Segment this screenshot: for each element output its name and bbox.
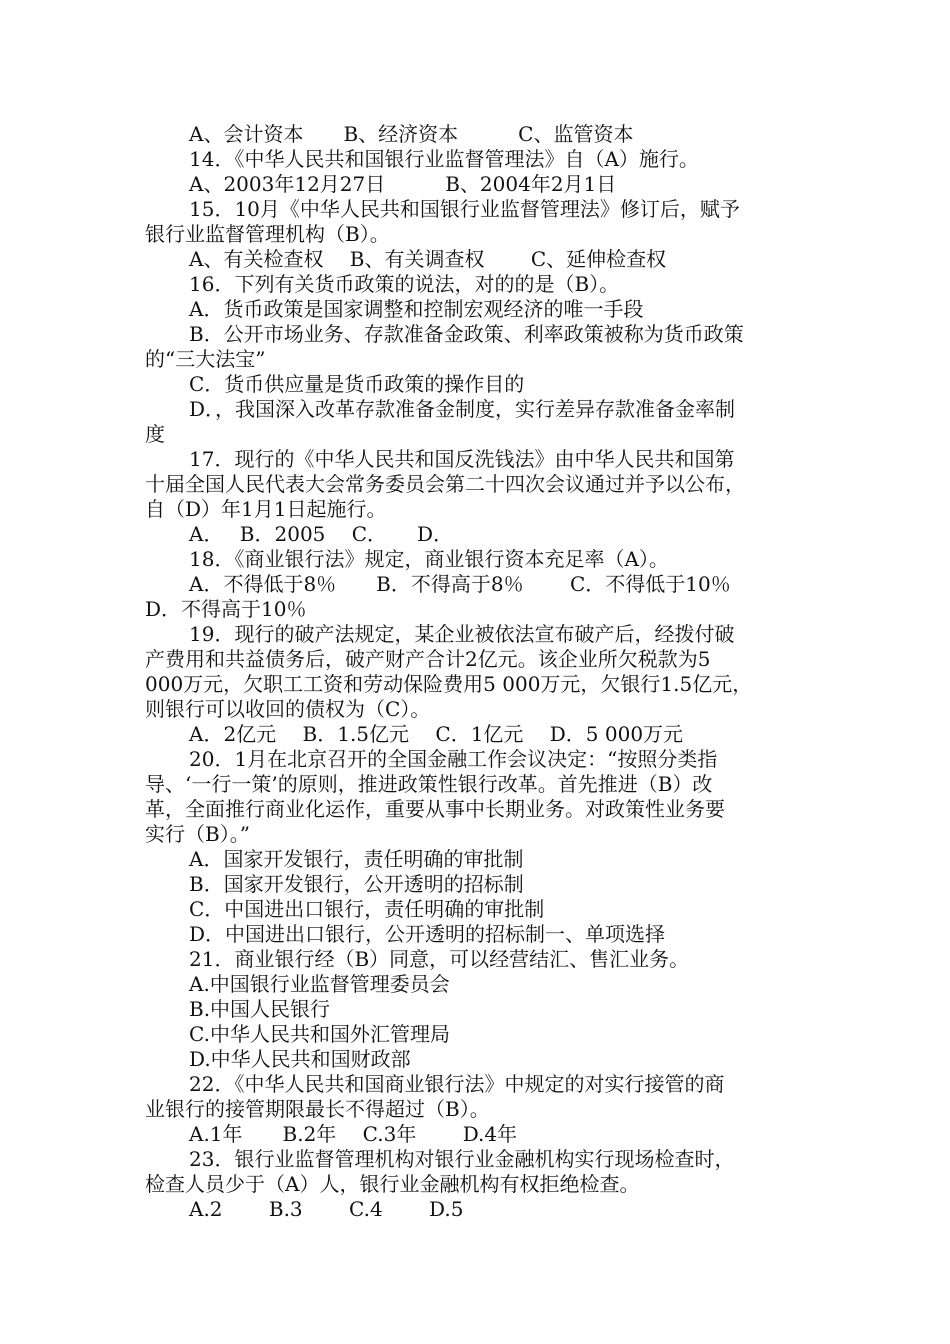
question-20-continuation: 实行（B）。” — [145, 822, 250, 846]
answer-option-c: C.中华人民共和国外汇管理局 — [189, 1022, 450, 1046]
answer-option-a: A．国家开发银行，责任明确的审批制 — [189, 847, 524, 871]
question-22-continuation: 业银行的接管期限最长不得超过（B）。 — [145, 1097, 490, 1121]
answer-option-a: A．货币政策是国家调整和控制宏观经济的唯一手段 — [189, 297, 644, 321]
answer-options-line: A.2 B.3 C.4 D.5 — [189, 1197, 464, 1221]
answer-options-line: A、2003年12月27日 B、2004年2月1日 — [189, 172, 617, 196]
question-16-line: 16．下列有关货币政策的说法，对的的是（B）。 — [189, 272, 620, 296]
question-19-line: 19．现行的破产法规定，某企业被依法宣布破产后，经拨付破 — [189, 622, 735, 646]
answer-options-continuation: D．不得高于10％ — [145, 597, 307, 621]
answer-option-a: A.中国银行业监督管理委员会 — [189, 972, 450, 996]
question-15-continuation: 银行业监督管理机构（B）。 — [145, 222, 390, 246]
question-20-line: 20．1月在北京召开的全国金融工作会议决定：“按照分类指 — [189, 747, 718, 771]
answer-option-b: B．公开市场业务、存款准备金政策、利率政策被称为货币政策 — [189, 322, 744, 346]
question-17-line: 17．现行的《中华人民共和国反洗钱法》由中华人民共和国第 — [189, 447, 735, 471]
question-20-continuation: 革，全面推行商业化运作，重要从事中长期业务。对政策性业务要 — [145, 797, 725, 821]
answer-options-line: A．2亿元 B．1.5亿元 C．1亿元 D．5 000万元 — [189, 722, 684, 746]
answer-options-line: A． B．2005 C． D． — [189, 522, 454, 546]
question-17-continuation: 自（D）年1月1日起施行。 — [145, 497, 387, 521]
answer-option-c: C．中国进出口银行，责任明确的审批制 — [189, 897, 545, 921]
document-page — [0, 122, 950, 1222]
answer-option-b: B．国家开发银行，公开透明的招标制 — [189, 872, 524, 896]
question-23-line: 23．银行业监督管理机构对银行业金融机构实行现场检查时， — [189, 1147, 735, 1171]
answer-option-c: C．货币供应量是货币政策的操作目的 — [189, 372, 525, 396]
question-19-continuation: 则银行可以收回的债权为（C）。 — [145, 697, 431, 721]
answer-option-b: B.中国人民银行 — [189, 997, 331, 1021]
question-21-line: 21．商业银行经（B）同意，可以经营结汇、售汇业务。 — [189, 947, 690, 971]
question-15-line: 15．10月《中华人民共和国银行业监督管理法》修订后，赋予 — [189, 197, 740, 221]
question-18-line: 18．《商业银行法》规定，商业银行资本充足率（A）。 — [189, 547, 669, 571]
answer-option-d-continuation: 度 — [145, 422, 165, 446]
question-17-continuation: 十届全国人民代表大会常务委员会第二十四次会议通过并予以公布， — [145, 472, 745, 496]
question-19-continuation: 产费用和共益债务后，破产财产合计2亿元。该企业所欠税款为5 — [145, 647, 711, 671]
answer-options-line: A.1年 B.2年 C.3年 D.4年 — [189, 1122, 518, 1146]
answer-option-d: D.中华人民共和国财政部 — [189, 1047, 411, 1071]
answer-option-d: D．中国进出口银行，公开透明的招标制一、单项选择 — [189, 922, 666, 946]
question-14-line: 14．《中华人民共和国银行业监督管理法》自（A）施行。 — [189, 147, 699, 171]
answer-option-b-continuation: 的“三大法宝” — [145, 347, 266, 371]
question-22-line: 22．《中华人民共和国商业银行法》中规定的对实行接管的商 — [189, 1072, 725, 1096]
answer-options-line: A、有关检查权 B、有关调查权 C、延伸检查权 — [189, 247, 667, 271]
answer-option-d: D．，我国深入改革存款准备金制度，实行差异存款准备金率制 — [189, 397, 736, 421]
answer-options-line: A、会计资本 B、经济资本 C、监管资本 — [189, 122, 634, 146]
answer-options-line: A．不得低于8％ B．不得高于8％ C．不得低于10％ — [189, 572, 731, 596]
question-20-continuation: 导、‘一行一策’的原则，推进政策性银行改革。首先推进（B）改 — [145, 772, 713, 796]
question-23-continuation: 检查人员少于（A）人，银行业金融机构有权拒绝检查。 — [145, 1172, 640, 1196]
question-19-continuation: 000万元，欠职工工资和劳动保险费用5 000万元，欠银行1.5亿元， — [145, 672, 753, 696]
